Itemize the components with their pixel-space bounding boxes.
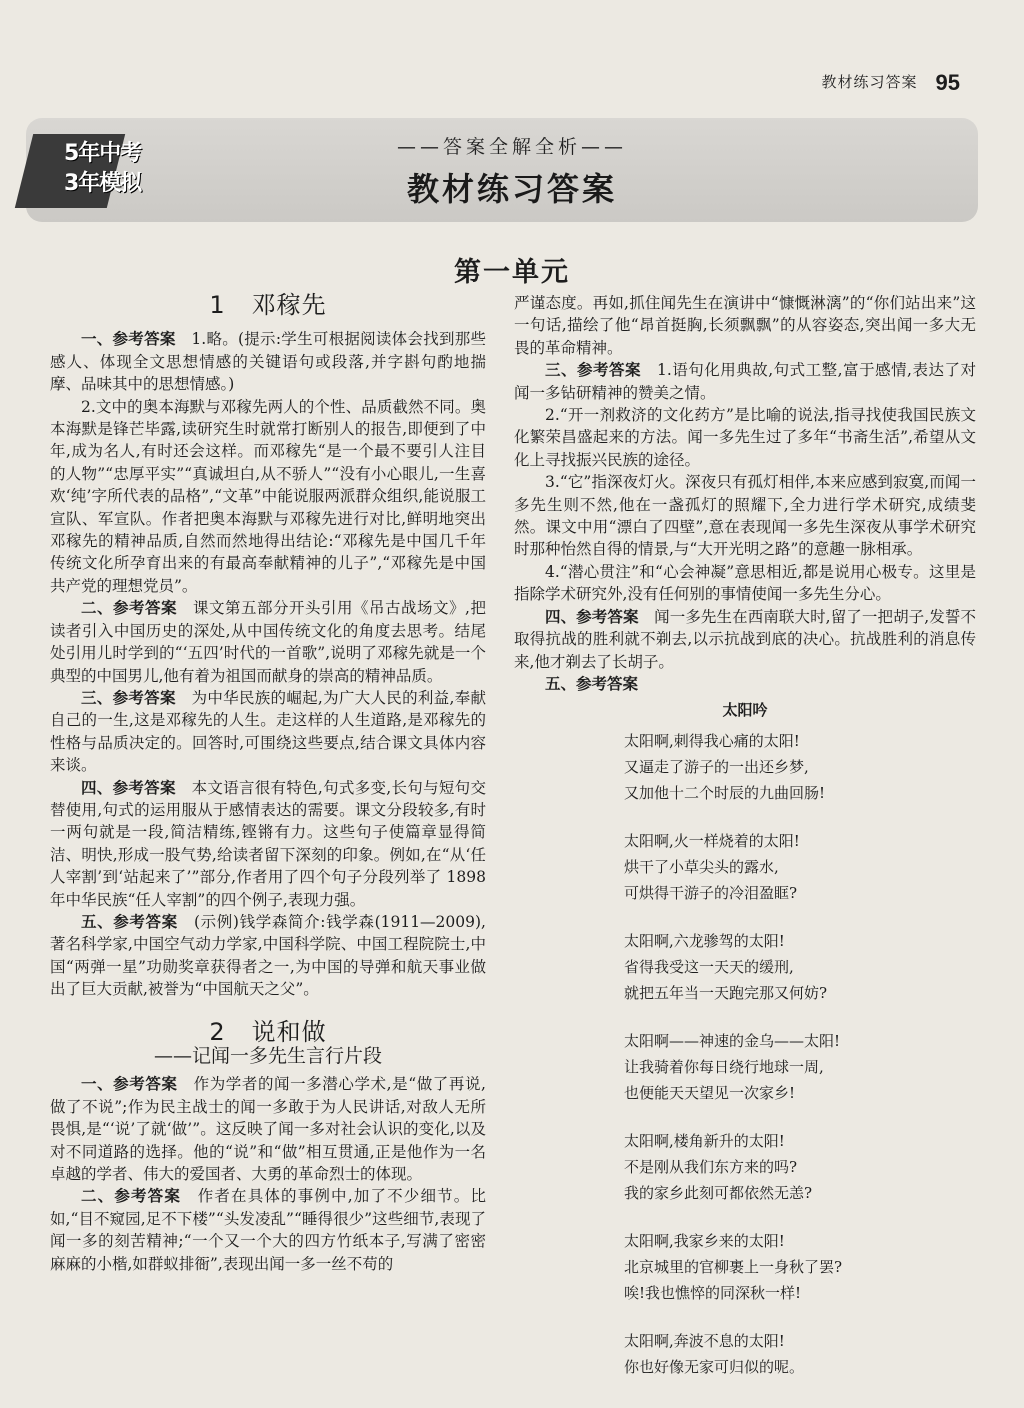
lesson-1-title: 1 邓稼先 [209,291,327,319]
left-column [50,292,486,1275]
poem-line: 太阳啊,我家乡来的太阳! [624,1231,785,1250]
answer-text: (示例)钱学森简介:钱学森(1911—2009),著名科学家,中国空气动力学家,中国科学院、中国工程院院士,中国“两弹一星”功勋奖章获得者之一,为中国的导弹和航天事业做出了巨大贡献,被誉为“中国航天之父”。 [50,912,486,999]
poem-line: 北京城里的官柳裹上一身秋了罢? [624,1257,843,1276]
poem-stanza [624,1028,976,1106]
lesson-2-title: 2 说和做 [209,1017,327,1046]
answer-paragraph [50,1073,486,1185]
poem-line: 可烘得干游子的冷泪盈眶? [624,883,798,902]
poem-line: 唉!我也憔悴的同深秋一样! [624,1283,802,1302]
answer-tag: 五、参考答案 [545,674,639,693]
poem-line: 又加他十二个时辰的九曲回肠! [624,783,826,802]
answer-tag: 一、参考答案 [81,330,176,349]
lesson-1-answers [50,328,486,1000]
poem-line: 省得我受这一天天的缓刑, [624,957,794,976]
answer-paragraph [50,328,486,395]
poem-title: 太阳吟 [722,701,768,720]
poem-stanza [624,1128,976,1206]
poem-line: 就把五年当一天跑完那又何妨? [624,983,828,1002]
answer-paragraph [50,687,486,777]
answer-paragraph [50,777,486,911]
answer-tag: 三、参考答案 [81,688,176,707]
answer-text: 1.略。(提示:学生可根据阅读体会找到那些感人、体现全文思想情感的关键语句或段落,并字斟句酌地揣摩、品味其中的思想情感。) [50,330,486,394]
answer-text: 作者在具体的事例中,加了不少细节。比如,“目不窥园,足不下楼”“头发凌乱”“睡得很少”这些细节,表现了闻一多的刻苦精神;“一个又一个大的四方竹纸本子,写满了密密麻麻的小楷,如群蚁排衙”,表现出闻一多一丝不苟的 [50,1187,486,1273]
poem-line: 太阳啊——神速的金乌——太阳! [624,1031,841,1050]
answer-tag: 五、参考答案 [81,912,178,931]
poem-stanza [624,728,976,806]
poem-stanza [624,1328,976,1380]
answer-text: 2.文中的奥本海默与邓稼先两人的个性、品质截然不同。奥本海默是锋芒毕露,读研究生时就常打断别人的报告,即便到了中年,成为名人,有时还会这样。而邓稼先“是一个最不要引人注目的人物”“忠厚平实”“真诚坦白,从不骄人”“没有小心眼儿,一生喜欢‘纯’字所代表的品格”,“文革”中能说服两派群众组织,能说服工宣队、军宣队。作者把奥本海默与邓稼先进行对比,鲜明地突出邓稼先的精神品质,自然而然地得出结论:“邓稼先是中国几千年传统文化所孕育出来的有最高奉献精神的儿子”,“邓稼先是中国共产党的理想党员”。 [50,397,486,595]
poem-line: 太阳啊,奔波不息的太阳! [624,1331,785,1350]
answer-paragraph [514,471,976,561]
lesson-2-answers [50,1073,486,1275]
answer-text: 3.“它”指深夜灯火。深夜只有孤灯相伴,本来应感到寂寞,而闻一多先生则不然,他在一盏孤灯的照耀下,全力进行学术研究,成绩斐然。课文中用“漂白了四壁”,意在表现闻一多先生深夜从事学术研究时那种怡然自得的情景,与“大开光明之路”的意趣一脉相承。 [514,473,976,559]
poem-line: 你也好像无家可归似的呢。 [624,1357,805,1376]
poem-line: 太阳啊,刺得我心痛的太阳! [624,731,800,750]
brand-logo: 5年中考 3年模拟 [24,128,164,212]
poem-stanza [624,928,976,1006]
answer-text: 本文语言很有特色,句式多变,长句与短句交替使用,句式的运用服从于感情表达的需要。课文分段较多,有时一两句就是一段,简洁精练,铿锵有力。这些句子使篇章显得简洁、明快,形成一股气势,给读者留下深刻的印象。例如,在“从‘任人宰割’到‘站起来了’”部分,作者用了四个句子分段列举了 1898 年中华民族“任人宰割”的四个例子,表现力强。 [50,778,486,909]
answer-paragraph [514,673,976,695]
poem-line: 也便能天天望见一次家乡! [624,1083,796,1102]
answer-text: 2.“开一剂救济的文化药方”是比喻的说法,指寻找使我国民族文化繁荣昌盛起来的方法。闻一多先生过了多年“书斋生活”,希望从文化上寻找振兴民族的途径。 [514,406,976,469]
poem-line: 我的家乡此刻可都依然无恙? [624,1183,813,1202]
answer-paragraph [514,404,976,471]
answer-text: 4.“潜心贯注”和“心会神凝”意思相近,都是说用心极专。这里是指除学术研究外,没有任何别的事情使闻一多先生分心。 [514,562,976,604]
section-label: 教材练习答案 [821,73,918,91]
answer-tag: 四、参考答案 [545,607,639,626]
answer-tag: 二、参考答案 [81,599,178,618]
answer-text: 严谨态度。再如,抓住闻先生在演讲中“慷慨淋漓”的“你们站出来”这一句话,描绘了他“昂首挺胸,长须飘飘”的从容姿态,突出闻一多大无畏的革命精神。 [514,294,976,357]
unit-title: 第一单元 [454,257,570,288]
answer-tag: 二、参考答案 [81,1187,182,1206]
answer-paragraph [514,292,976,359]
poem-line: 让我骑着你每日绕行地球一周, [624,1057,824,1076]
right-column [514,292,976,1402]
answer-tag: 一、参考答案 [81,1075,178,1094]
answer-tag: 三、参考答案 [545,361,641,380]
poem-line: 太阳啊,火一样烧着的太阳! [624,831,800,850]
poem [514,699,976,1379]
answer-text: 闻一多先生在西南联大时,留了一把胡子,发誓不取得抗战的胜利就不剃去,以示抗战到底的决心。抗战胜利的消息传来,他才剃去了长胡子。 [514,607,976,671]
page-number: 95 [935,70,960,95]
poem-stanza [624,1228,976,1306]
answer-paragraph [514,606,976,673]
answer-paragraph [514,561,976,606]
answer-paragraph [50,911,486,1001]
answer-text: 课文第五部分开头引用《吊古战场文》,把读者引入中国历史的深处,从中国传统文化的角度去思考。结尾处引用儿时学到的“‘五四’时代的一首歌”,说明了邓稼先就是一个典型的中国男儿,他有着为祖国而献身的崇高的精神品质。 [50,599,486,685]
answer-text: 作为学者的闻一多潜心学术,是“做了再说,做了不说”;作为民主战士的闻一多敢于为人民讲话,对敌人无所畏惧,是“‘说’了就‘做’”。这反映了闻一多对社会认识的变化,以及对不同道路的选择。他的“说”和“做”相互贯通,正是他作为一名卓越的学者、伟大的爱国者、大勇的革命烈士的体现。 [50,1075,486,1184]
answer-text: 为中华民族的崛起,为广大人民的利益,奉献自己的一生,这是邓稼先的人生。走这样的人生道路,是邓稼先的性格与品质决定的。回答时,可围绕这些要点,结合课文具体内容来谈。 [50,688,486,775]
answer-text: 1.语句化用典故,句式工整,富于感情,表达了对闻一多钻研精神的赞美之情。 [514,361,976,402]
poem-line: 不是刚从我们东方来的吗? [624,1157,798,1176]
poem-line: 又逼走了游子的一出还乡梦, [624,757,809,776]
page-header [822,64,961,96]
answer-paragraph [514,359,976,404]
poem-line: 太阳啊,楼角新升的太阳! [624,1131,785,1150]
banner-subtitle: ——答案全解全析—— [396,136,627,158]
banner-title: 教材练习答案 [406,170,617,208]
poem-line: 烘干了小草尖头的露水, [624,857,779,876]
poem-stanza [624,828,976,906]
answer-paragraph [50,396,486,598]
answer-paragraph [50,597,486,687]
lesson-2-subtitle: ——记闻一多先生言行片段 [153,1045,382,1067]
poem-line: 太阳啊,六龙骖驾的太阳! [624,931,785,950]
lesson-2-answers-continued [514,292,976,695]
answer-tag: 四、参考答案 [81,778,176,797]
answer-paragraph [50,1185,486,1275]
